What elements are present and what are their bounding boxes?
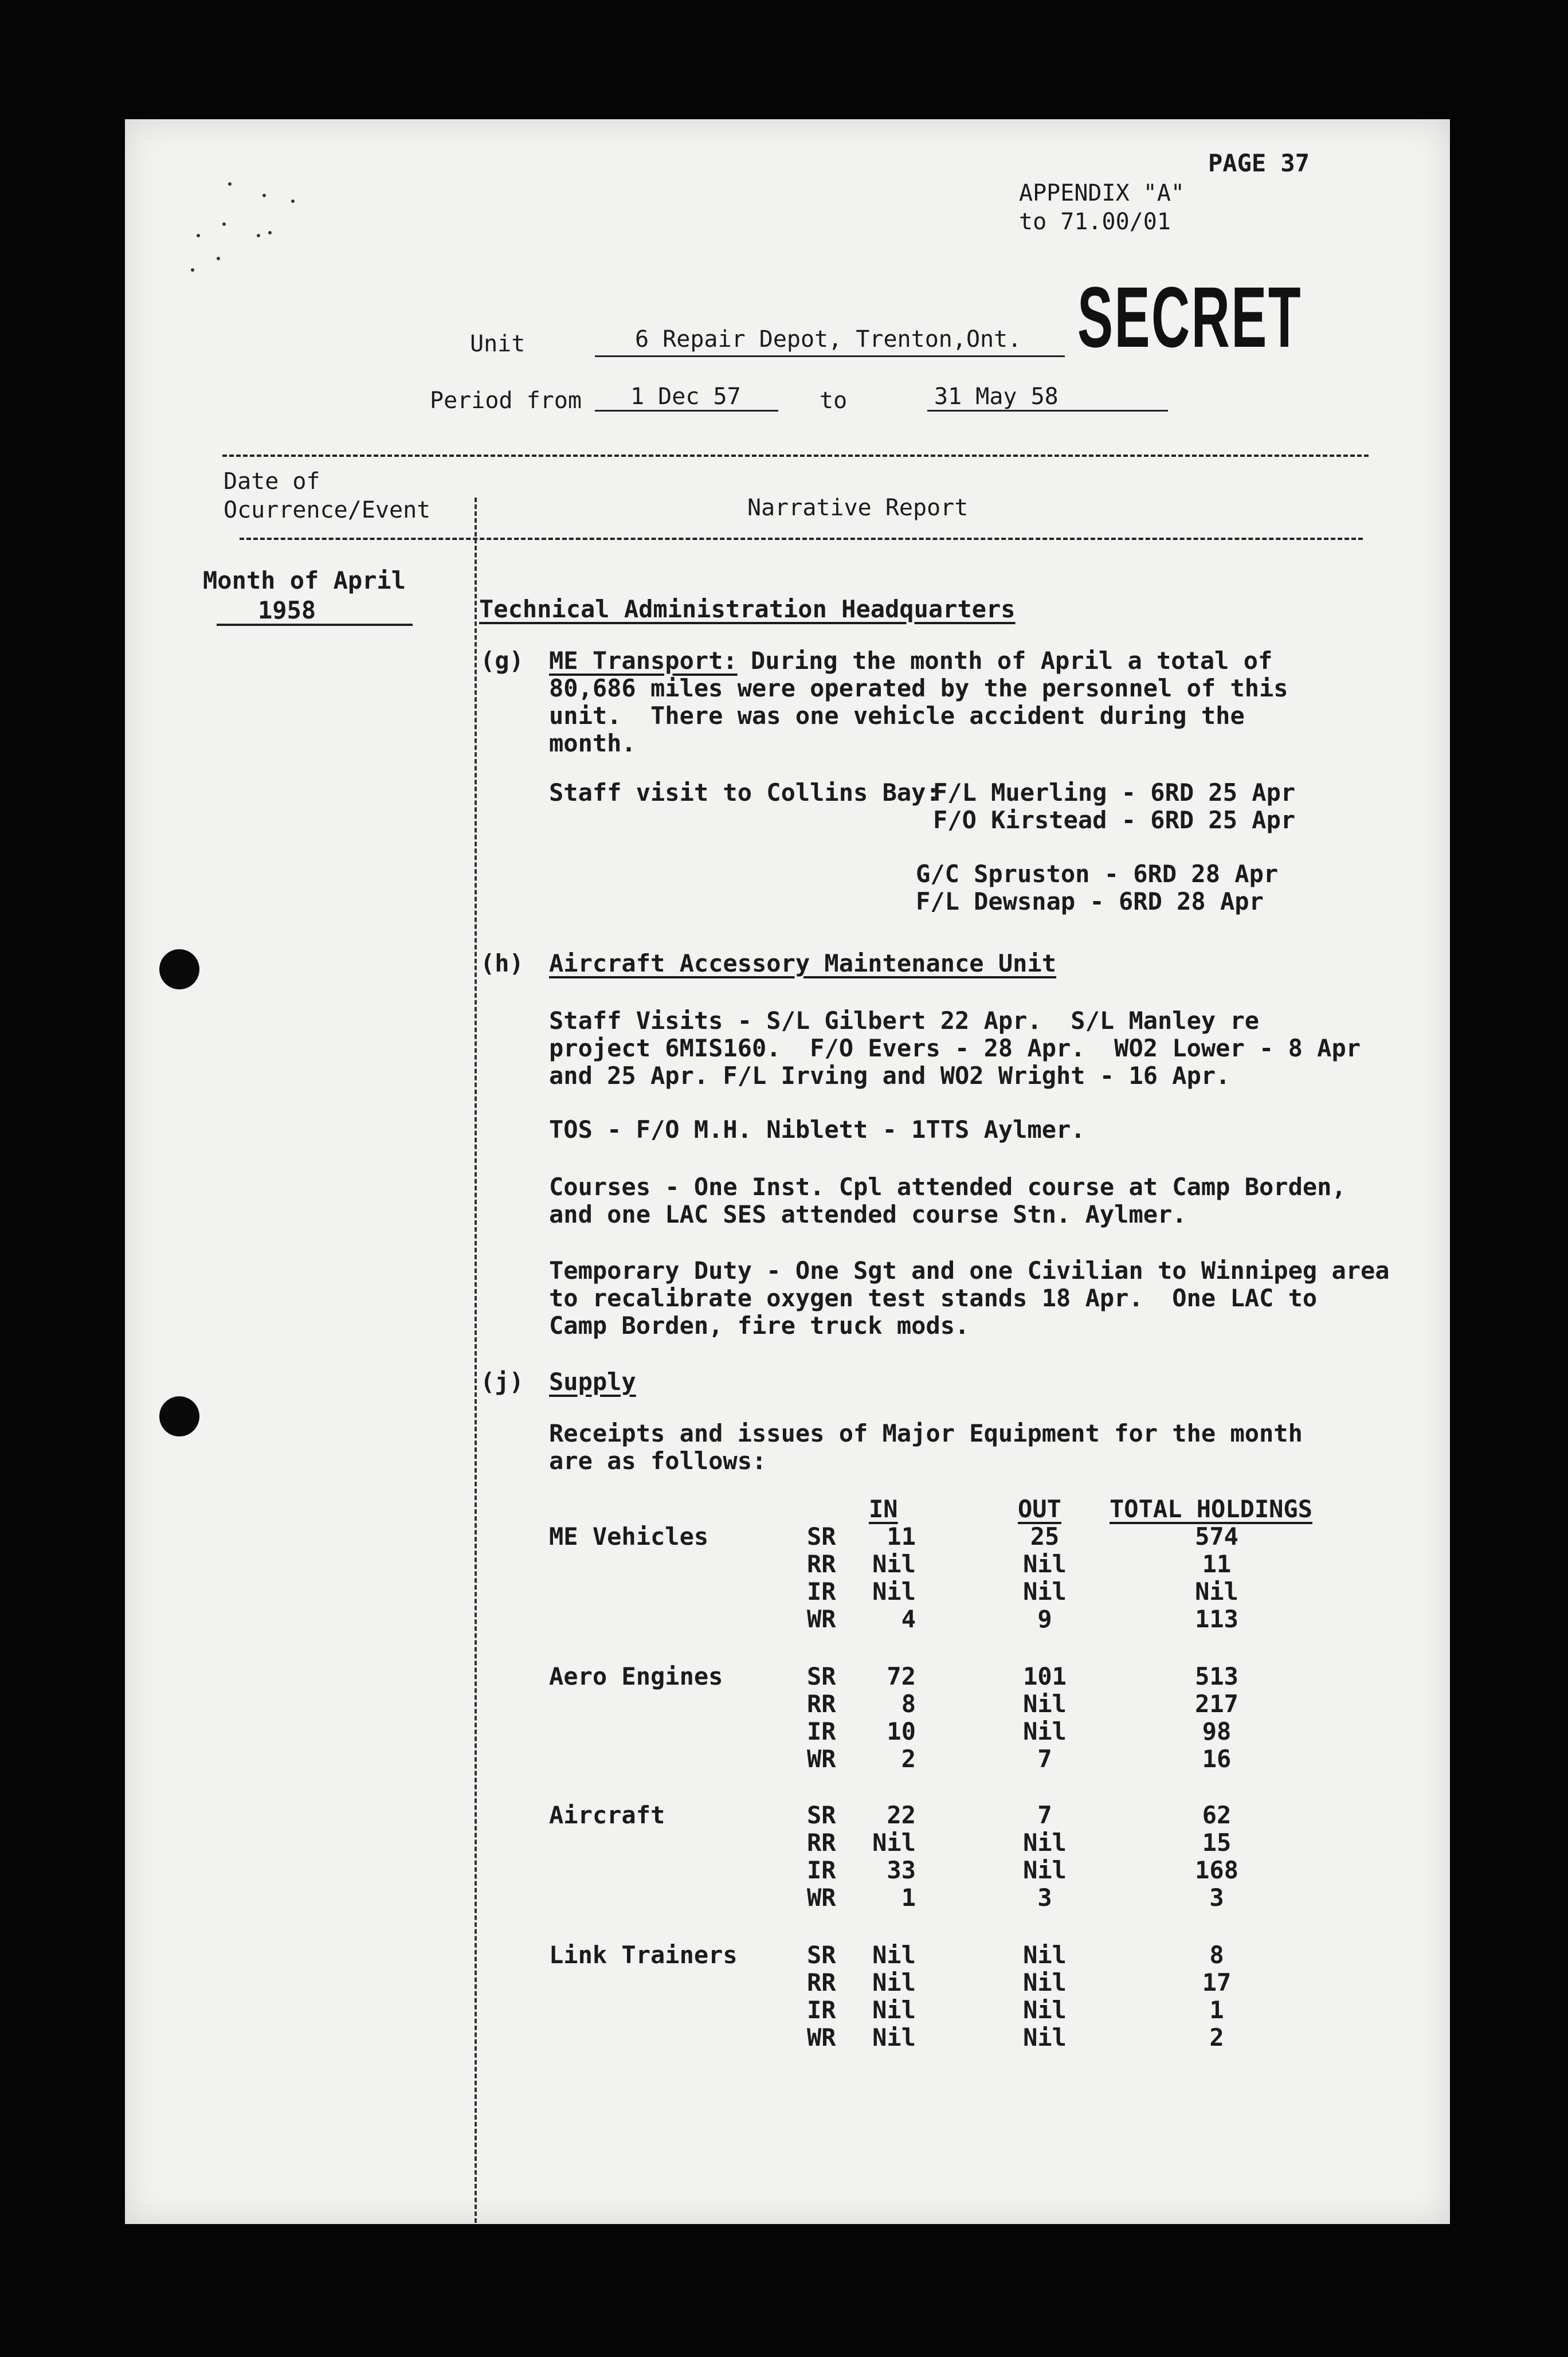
item-h-temporary-duty: to recalibrate oxygen test stands 18 Apr. One LAC to: [549, 1284, 1318, 1312]
punch-hole-lower: [159, 1396, 199, 1436]
row-total: 62: [1202, 1801, 1232, 1829]
row-code: WR: [807, 1884, 836, 1912]
paper-speck: [228, 182, 232, 186]
appendix-label: APPENDIX "A": [1019, 180, 1185, 206]
unit-underline: [595, 355, 1065, 357]
equipment-group-name: Link Trainers: [549, 1941, 738, 1969]
row-in: Nil: [872, 1996, 916, 2024]
item-j-marker: (j): [480, 1368, 524, 1396]
row-out: 7: [1037, 1801, 1052, 1829]
row-code: WR: [807, 2023, 836, 2051]
row-code: RR: [807, 1829, 836, 1857]
row-code: IR: [807, 1996, 836, 2024]
row-total: 217: [1195, 1690, 1238, 1718]
item-h-marker: (h): [480, 949, 524, 977]
paper-speck: [257, 234, 260, 237]
item-g-line: During the month of April a total of: [751, 647, 1273, 675]
row-total: 113: [1195, 1605, 1238, 1633]
equipment-group-name: Aircraft: [549, 1801, 665, 1829]
unit-value: 6 Repair Depot, Trenton,Ont.: [635, 326, 1022, 353]
supply-intro: Receipts and issues of Major Equipment for the month: [549, 1419, 1303, 1447]
row-in: 2: [901, 1745, 916, 1773]
item-g-marker: (g): [480, 647, 524, 675]
row-in: Nil: [872, 1829, 916, 1857]
month-label: Month of April: [203, 566, 406, 594]
row-in: 72: [887, 1662, 916, 1690]
row-in: 22: [887, 1801, 916, 1829]
row-in: 4: [901, 1605, 916, 1633]
row-out: Nil: [1023, 1968, 1067, 1996]
row-in: Nil: [872, 1577, 916, 1606]
row-code: SR: [807, 1522, 836, 1551]
row-out: Nil: [1023, 1577, 1067, 1606]
row-total: 513: [1195, 1662, 1238, 1690]
unit-label: Unit: [470, 331, 526, 357]
paper-speck: [191, 268, 194, 272]
item-h-staff-visits: project 6MIS160. F/O Evers - 28 Apr. WO2 Lower - 8 Apr: [549, 1034, 1361, 1062]
paper-speck: [291, 199, 295, 203]
col-header-total: TOTAL HOLDINGS: [1110, 1495, 1313, 1523]
row-out: Nil: [1023, 1856, 1067, 1884]
row-out: 3: [1037, 1884, 1052, 1912]
row-in: 11: [887, 1522, 916, 1551]
section-title: Technical Administration Headquarters: [479, 595, 1016, 623]
staff-visit-entry: G/C Spruston - 6RD 28 Apr: [916, 860, 1279, 888]
appendix-reference: to 71.00/01: [1019, 209, 1171, 235]
header-rule-bottom: [240, 538, 1363, 540]
row-in: Nil: [872, 1550, 916, 1578]
row-total: 98: [1202, 1717, 1232, 1745]
item-g-line: month.: [549, 729, 636, 757]
staff-visit-entry: F/L Dewsnap - 6RD 28 Apr: [916, 887, 1264, 915]
supply-intro: are as follows:: [549, 1447, 767, 1475]
row-total: 1: [1209, 1996, 1224, 2024]
paper-speck: [268, 231, 272, 234]
date-column-label: Date of: [224, 468, 320, 495]
row-out: 25: [1030, 1522, 1060, 1551]
row-total: 2: [1209, 2023, 1224, 2051]
row-total: 17: [1202, 1968, 1232, 1996]
row-code: SR: [807, 1801, 836, 1829]
staff-visit-entry: F/O Kirstead - 6RD 25 Apr: [933, 806, 1296, 834]
row-total: 574: [1195, 1522, 1238, 1551]
row-in: Nil: [872, 1941, 916, 1969]
row-code: IR: [807, 1856, 836, 1884]
staff-visit-entry: F/L Muerling - 6RD 25 Apr: [933, 778, 1296, 806]
row-code: SR: [807, 1662, 836, 1690]
period-label: Period from: [430, 387, 582, 414]
row-total: 8: [1209, 1941, 1224, 1969]
period-from-underline: [595, 410, 778, 412]
page-number: PAGE 37: [1208, 149, 1310, 177]
row-in: Nil: [872, 1968, 916, 1996]
row-out: Nil: [1023, 1941, 1067, 1969]
punch-hole-upper: [159, 949, 199, 989]
row-total: 3: [1209, 1884, 1224, 1912]
month-year: 1958: [258, 596, 316, 624]
row-total: 15: [1202, 1829, 1232, 1857]
item-g-lead: ME Transport:: [549, 647, 738, 675]
row-in: 8: [901, 1690, 916, 1718]
row-code: RR: [807, 1690, 836, 1718]
item-g-line: 80,686 miles were operated by the personnel of this: [549, 674, 1288, 702]
row-total: 11: [1202, 1550, 1232, 1578]
staff-visit-label: Staff visit to Collins Bay:: [549, 778, 940, 806]
row-in: 33: [887, 1856, 916, 1884]
item-h-courses: Courses - One Inst. Cpl attended course at Camp Borden,: [549, 1173, 1346, 1201]
item-h-title: Aircraft Accessory Maintenance Unit: [549, 949, 1057, 977]
equipment-group-name: Aero Engines: [549, 1662, 723, 1690]
period-to: 31 May 58: [934, 383, 1059, 410]
paper-speck: [197, 234, 200, 237]
paper-speck: [217, 257, 220, 260]
row-total: Nil: [1195, 1577, 1238, 1606]
item-h-staff-visits: Staff Visits - S/L Gilbert 22 Apr. S/L Manley re: [549, 1007, 1260, 1035]
row-code: WR: [807, 1745, 836, 1773]
row-code: SR: [807, 1941, 836, 1969]
row-code: IR: [807, 1577, 836, 1606]
item-h-temporary-duty: Camp Borden, fire truck mods.: [549, 1311, 970, 1340]
period-to-underline: [927, 410, 1168, 412]
col-header-in: IN: [869, 1495, 898, 1523]
date-column-label-2: Ocurrence/Event: [224, 497, 431, 523]
month-underline: [217, 624, 413, 626]
item-h-staff-visits: and 25 Apr. F/L Irving and WO2 Wright - 16 Apr.: [549, 1062, 1230, 1090]
item-j-title: Supply: [549, 1368, 636, 1396]
row-out: 101: [1023, 1662, 1067, 1690]
item-g-line: unit. There was one vehicle accident during the: [549, 702, 1245, 730]
row-code: IR: [807, 1717, 836, 1745]
row-code: WR: [807, 1605, 836, 1633]
row-out: 7: [1037, 1745, 1052, 1773]
row-code: RR: [807, 1968, 836, 1996]
row-code: RR: [807, 1550, 836, 1578]
period-to-label: to: [820, 387, 848, 414]
row-in: 1: [901, 1884, 916, 1912]
row-out: Nil: [1023, 1550, 1067, 1578]
period-from: 1 Dec 57: [630, 383, 741, 410]
equipment-group-name: ME Vehicles: [549, 1522, 709, 1551]
row-total: 16: [1202, 1745, 1232, 1773]
item-h-temporary-duty: Temporary Duty - One Sgt and one Civilian to Winnipeg area: [549, 1256, 1390, 1285]
header-rule-top: [222, 455, 1369, 457]
item-h-tos: TOS - F/O M.H. Niblett - 1TTS Aylmer.: [549, 1115, 1085, 1144]
document-page: [125, 119, 1450, 2224]
secret-stamp: SECRET: [1077, 269, 1303, 365]
row-out: 9: [1037, 1605, 1052, 1633]
narrative-column-label: Narrative Report: [747, 495, 969, 521]
row-in: Nil: [872, 2023, 916, 2051]
row-out: Nil: [1023, 1717, 1067, 1745]
paper-speck: [222, 222, 226, 226]
row-out: Nil: [1023, 1996, 1067, 2024]
row-out: Nil: [1023, 1829, 1067, 1857]
item-h-courses: and one LAC SES attended course Stn. Aylmer.: [549, 1200, 1187, 1228]
column-divider: [475, 498, 477, 2223]
row-out: Nil: [1023, 1690, 1067, 1718]
row-in: 10: [887, 1717, 916, 1745]
row-total: 168: [1195, 1856, 1238, 1884]
paper-speck: [262, 194, 266, 197]
row-out: Nil: [1023, 2023, 1067, 2051]
col-header-out: OUT: [1018, 1495, 1061, 1523]
